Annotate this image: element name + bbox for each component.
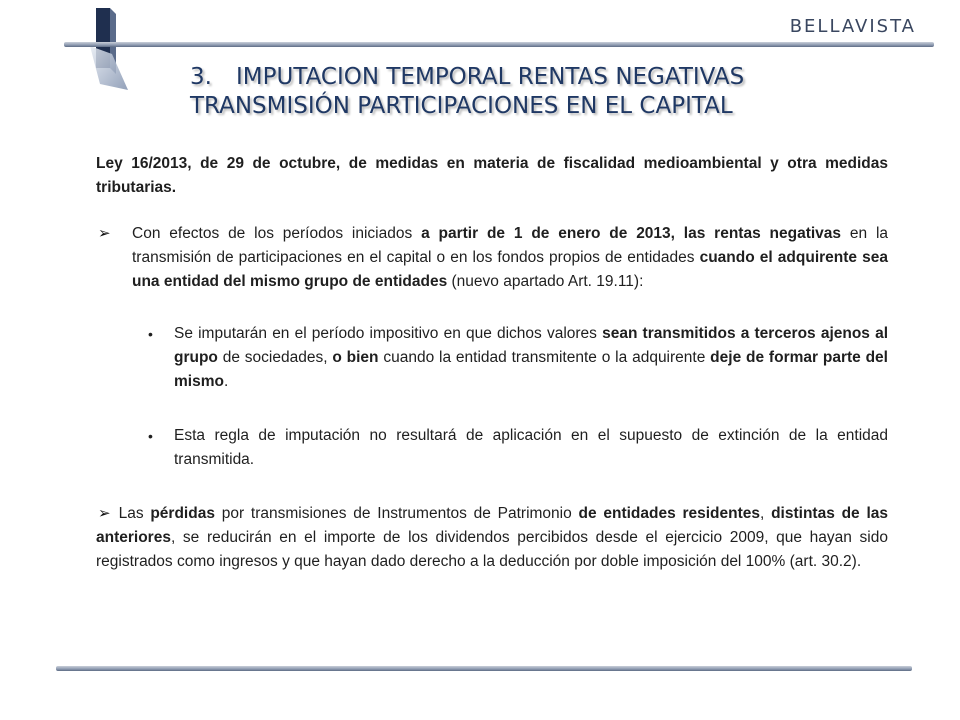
slide-body	[96, 152, 888, 602]
title-number: 3.	[190, 64, 212, 90]
bullet-dot-icon: •	[148, 326, 153, 342]
point-1	[96, 222, 888, 294]
sub-point-2	[148, 424, 888, 472]
emphasis: o bien	[332, 349, 379, 366]
text: .	[223, 373, 229, 390]
law-reference: Ley 16/2013, de 29 de octubre, de medidas en materia de fiscalidad medioambiental y otra medidas tributarias.	[96, 155, 888, 196]
emphasis: a partir de 1 de enero de 2013, las rentas negativas	[421, 225, 842, 242]
bullet-dot-icon: •	[148, 428, 153, 444]
title-line-1: IMPUTACION TEMPORAL RENTAS NEGATIVAS	[236, 64, 745, 90]
title-line-2: TRANSMISIÓN PARTICIPACIONES EN EL CAPITAL	[190, 93, 733, 119]
text: (nuevo apartado Art. 19.11):	[447, 273, 644, 290]
footer-rule	[56, 666, 912, 671]
text: , se reducirán en el importe de los dividendos percibidos desde el ejercicio 2009, que hayan sido registrados como ingresos y que hayan dado derecho a la deducción por doble imposición del 100% (art. 30.2).	[96, 529, 888, 570]
bellavista-logo-icon	[86, 6, 132, 92]
emphasis: deje de formar parte del mismo	[174, 349, 888, 390]
emphasis: pérdidas	[150, 505, 215, 522]
emphasis: distintas de las anteriores	[96, 505, 888, 546]
emphasis: de entidades residentes	[578, 505, 761, 522]
point-2	[96, 502, 888, 574]
text: de sociedades,	[217, 349, 333, 366]
text: por transmisiones de Instrumentos de Patrimonio	[214, 505, 579, 522]
brand-name: BELLAVISTA	[789, 16, 916, 37]
text: ,	[760, 505, 772, 522]
page-title	[190, 63, 890, 121]
text: Con efectos de los períodos iniciados	[132, 225, 422, 242]
emphasis: cuando el adquirente sea una entidad del mismo grupo de entidades	[132, 249, 888, 290]
header-rule	[64, 42, 934, 47]
text: Las	[118, 505, 151, 522]
arrow-bullet-icon: ➢	[98, 225, 111, 242]
emphasis: sean transmitidos a terceros ajenos al grupo	[174, 325, 889, 366]
sub-point-1	[148, 322, 889, 394]
text: en la transmisión de participaciones en el capital o en los fondos propios de entidades	[132, 225, 889, 266]
text: Esta regla de imputación no resultará de aplicación en el supuesto de extinción de la entidad transmitida.	[174, 427, 888, 468]
text: cuando la entidad transmitente o la adquirente	[378, 349, 711, 366]
arrow-bullet-icon: ➢	[98, 505, 111, 522]
text: Se imputarán en el período impositivo en que dichos valores	[174, 325, 603, 342]
